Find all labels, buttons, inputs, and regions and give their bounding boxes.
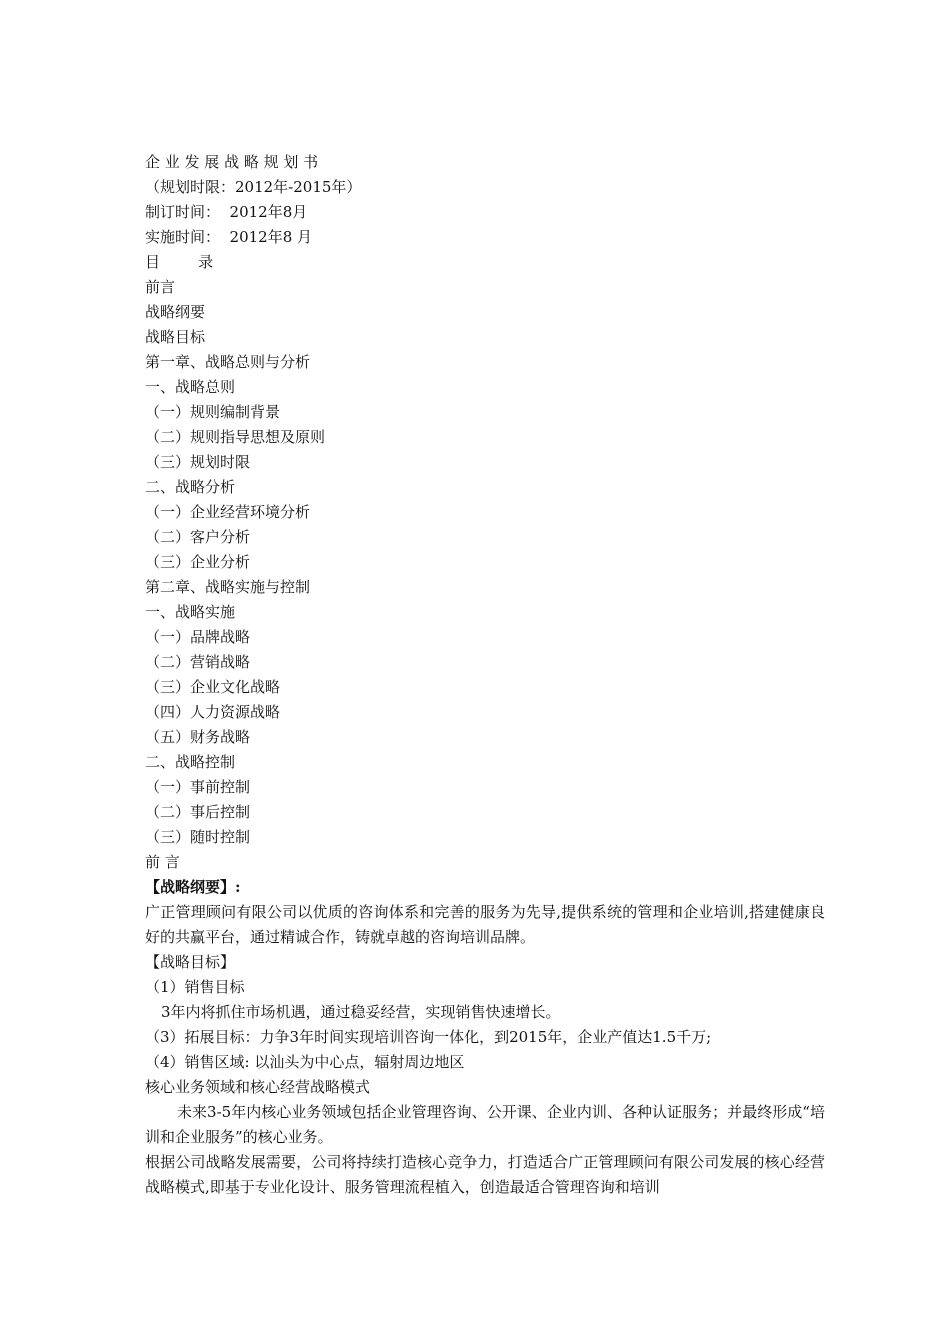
outline-heading: 【战略纲要】:	[145, 878, 241, 896]
document-page	[145, 150, 825, 1200]
toc-item: （二）营销战略	[145, 653, 251, 671]
toc-item: （二）事后控制	[145, 803, 251, 821]
toc-item: 一、战略实施	[145, 603, 236, 621]
goal-sales: （1）销售目标	[145, 978, 245, 996]
toc-item: 二、战略分析	[145, 478, 236, 496]
document-title: 企 业 发 展 战 略 规 划 书	[145, 153, 319, 171]
toc-item: 一、战略总则	[145, 378, 236, 396]
goal-expansion: （3）拓展目标：力争3年时间实现培训咨询一体化，到2015年，企业产值达1.5千万;	[145, 1028, 712, 1046]
outline-paragraph: 广正管理顾问有限公司以优质的咨询体系和完善的服务为先导,提供系统的管理和企业培训,搭建健康良好的共赢平台，通过精诚合作，铸就卓越的咨询培训品牌。	[145, 903, 825, 946]
toc-item: 第一章、战略总则与分析	[145, 353, 311, 371]
toc-item: （三）企业分析	[145, 553, 251, 571]
toc-item: （二）规则指导思想及原则	[145, 428, 326, 446]
toc-item: （一）品牌战略	[145, 628, 251, 646]
implementation-date: 实施时间： 2012年8 月	[145, 228, 313, 246]
toc-heading: 目 录	[145, 253, 214, 271]
made-date: 制订时间： 2012年8月	[145, 203, 308, 221]
core-business-heading: 核心业务领域和核心经营战略模式	[145, 1078, 371, 1096]
toc-item: （二）客户分析	[145, 528, 251, 546]
toc-item: （三）企业文化战略	[145, 678, 281, 696]
toc-item: 二、战略控制	[145, 753, 236, 771]
toc-item: 战略目标	[145, 328, 206, 346]
toc-item: （一）企业经营环境分析	[145, 503, 311, 521]
toc-item: （五）财务战略	[145, 728, 251, 746]
toc-item: （三）随时控制	[145, 828, 251, 846]
strategy-paragraph: 根据公司战略发展需要，公司将持续打造核心竞争力，打造适合广正管理顾问有限公司发展的核心经营战略模式,即基于专业化设计、服务管理流程植入，创造最适合管理咨询和培训	[145, 1153, 825, 1196]
goals-heading: 【战略目标】	[145, 953, 236, 971]
toc-item: （三）规划时限	[145, 453, 251, 471]
toc-item: 第二章、战略实施与控制	[145, 578, 311, 596]
core-business-paragraph: 未来3-5年内核心业务领域包括企业管理咨询、公开课、企业内训、各种认证服务；并最终形成“培训和企业服务”的核心业务。	[145, 1103, 826, 1146]
toc-item: 战略纲要	[145, 303, 206, 321]
toc-item: （一）规则编制背景	[145, 403, 281, 421]
goal-sales-text: 3年内将抓住市场机遇，通过稳妥经营，实现销售快速增长。	[161, 1003, 561, 1021]
toc-item: 前言	[145, 278, 176, 296]
goal-region: （4）销售区域: 以汕头为中心点，辐射周边地区	[145, 1053, 465, 1071]
planning-period: （规划时限：2012年-2015年）	[145, 178, 362, 196]
preface-heading: 前 言	[145, 853, 180, 871]
toc-item: （一）事前控制	[145, 778, 251, 796]
toc-item: （四）人力资源战略	[145, 703, 281, 721]
